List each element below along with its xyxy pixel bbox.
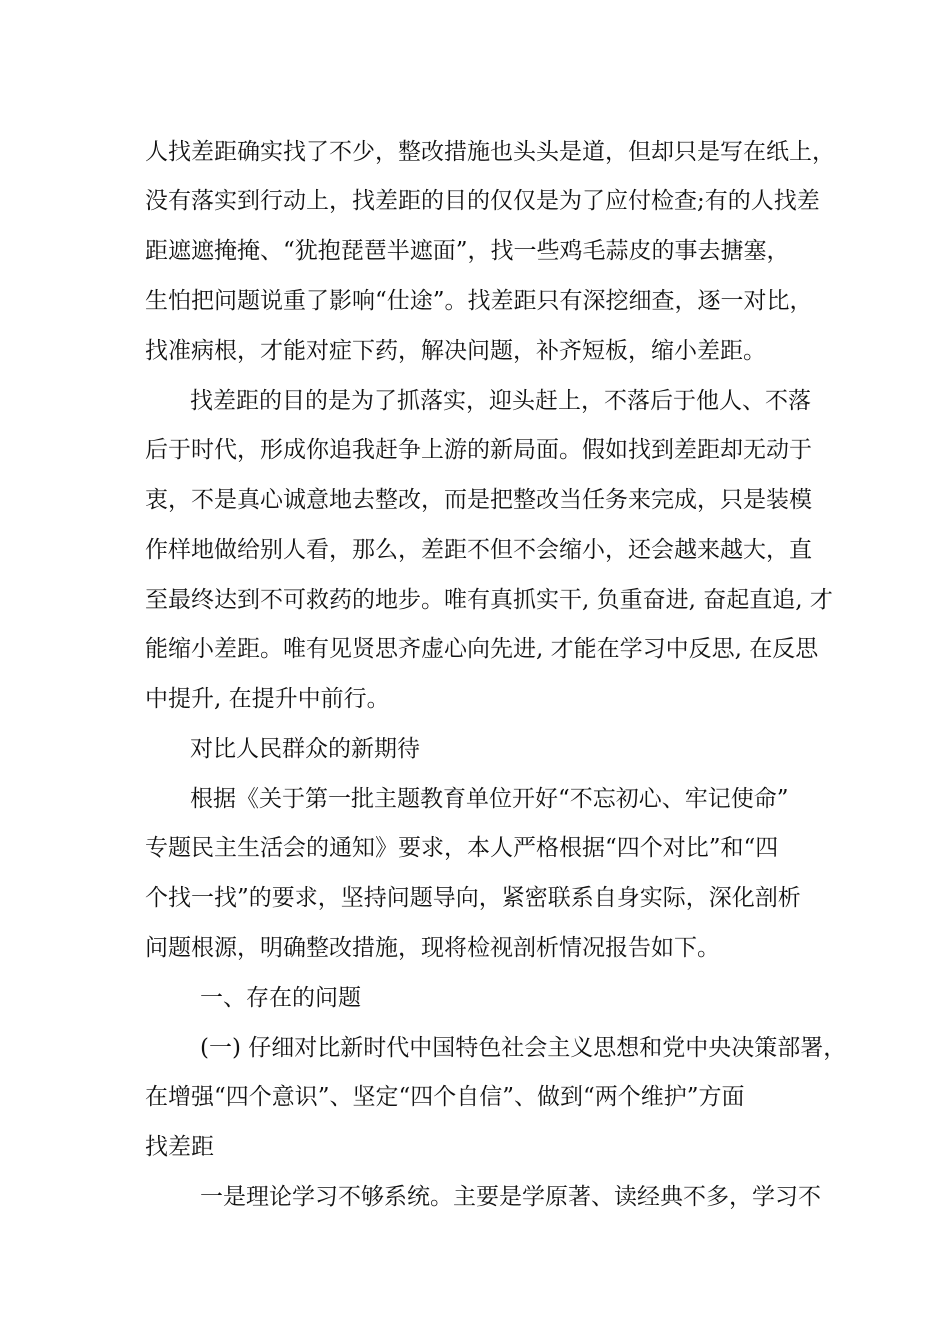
text-line: 至最终达到不可救药的地步。唯有真抓实干, 负重奋进, 奋起直追, 才 — [145, 587, 833, 613]
subsection-heading: (一) 仔细对比新时代中国特色社会主义思想和党中央决策部署， — [200, 1035, 847, 1061]
text-line: 距遮遮掩掩、“犹抱琵琶半遮面”，找一些鸡毛蒜皮的事去搪塞， — [145, 238, 790, 264]
text-line: 后于时代，形成你追我赶争上游的新局面。假如找到差距却无动于 — [145, 437, 812, 463]
text-line: 没有落实到行动上，找差距的目的仅仅是为了应付检查;有的人找差 — [145, 188, 820, 214]
text-line: 人找差距确实找了不少，整改措施也头头是道，但却只是写在纸上， — [145, 139, 835, 165]
text-line: 找差距的目的是为了抓落实，迎头赶上，不落后于他人、不落 — [190, 388, 811, 414]
text-line: 问题根源，明确整改措施，现将检视剖析情况报告如下。 — [145, 935, 720, 961]
text-line: 生怕把问题说重了影响“仕途”。找差距只有深挖细查，逐一对比， — [145, 288, 813, 314]
subsection-heading: 找差距 — [145, 1134, 214, 1160]
section-heading: 一、存在的问题 — [200, 985, 361, 1011]
subsection-heading: 在增强“四个意识”、坚定“四个自信”、做到“两个维护”方面 — [145, 1084, 745, 1110]
text-line: 一是理论学习不够系统。主要是学原著、读经典不多，学习不 — [200, 1184, 821, 1210]
text-line: 能缩小差距。唯有见贤思齐虚心向先进, 才能在学习中反思, 在反思 — [145, 636, 819, 662]
text-line: 中提升, 在提升中前行。 — [145, 686, 390, 712]
section-heading: 对比人民群众的新期待 — [190, 736, 420, 762]
text-line: 作样地做给别人看，那么，差距不但不会缩小，还会越来越大，直 — [145, 537, 812, 563]
text-line: 找准病根，才能对症下药，解决问题，补齐短板，缩小差距。 — [145, 338, 766, 364]
text-line: 衷，不是真心诚意地去整改，而是把整改当任务来完成，只是装模 — [145, 487, 812, 513]
text-line: 根据《关于第一批主题教育单位开好“不忘初心、牢记使命” — [190, 786, 789, 812]
text-line: 专题民主生活会的通知》要求，本人严格根据“四个对比”和“四 — [145, 835, 779, 861]
text-line: 个找一找”的要求，坚持问题导向，紧密联系自身实际，深化剖析 — [145, 885, 801, 911]
